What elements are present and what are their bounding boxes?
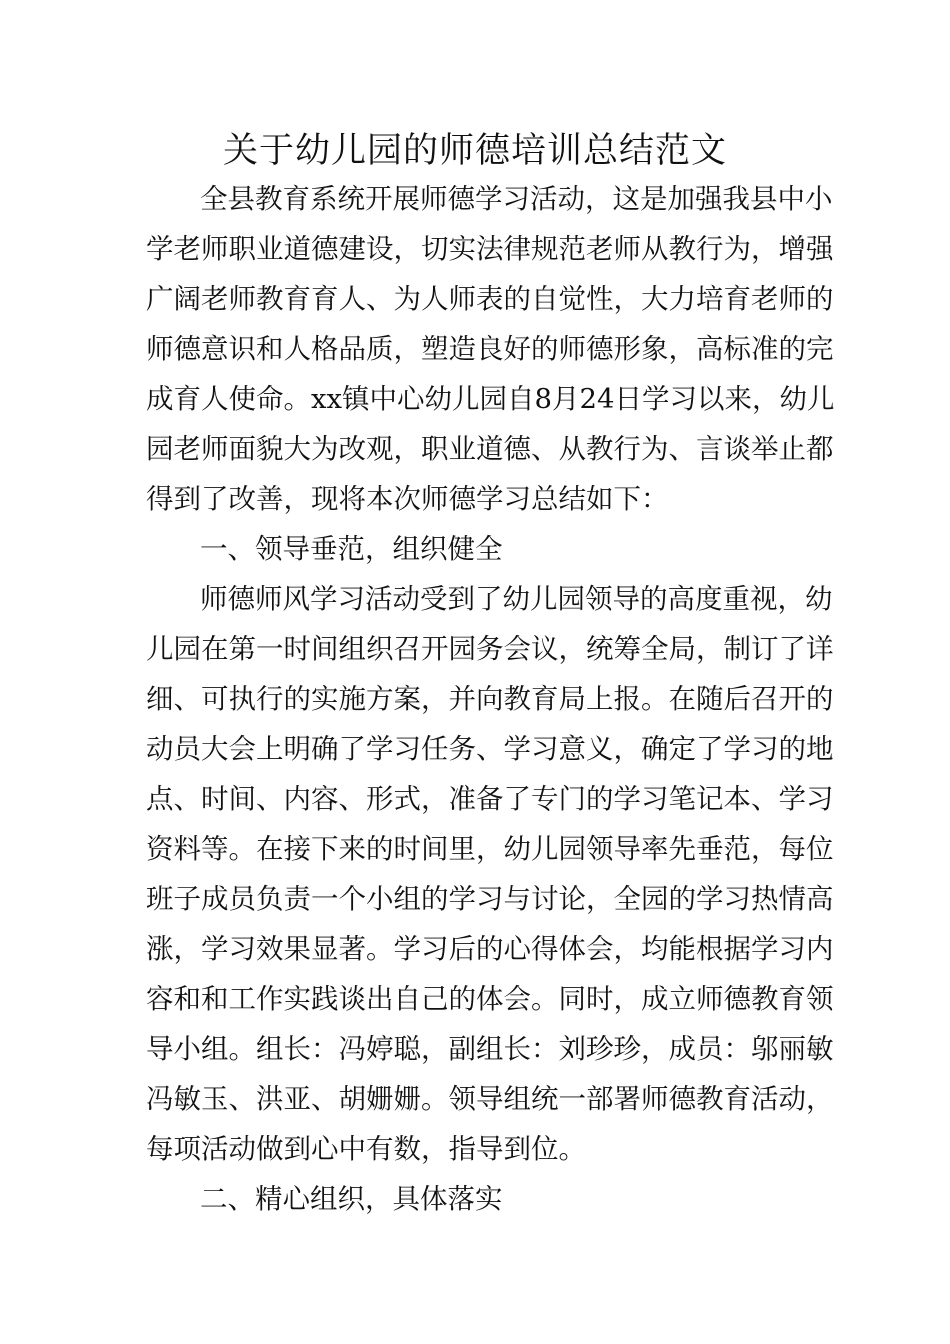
paragraph-line: 学老师职业道德建设，切实法律规范老师从教行为，增强 bbox=[146, 233, 834, 265]
paragraph-line: 导小组。组长：冯婷聪，副组长：刘珍珍，成员：邬丽敏 bbox=[146, 1033, 834, 1065]
paragraph-line: 班子成员负责一个小组的学习与讨论，全园的学习热情高 bbox=[146, 883, 834, 915]
paragraph-line: 广阔老师教育育人、为人师表的自觉性，大力培育老师的 bbox=[146, 283, 834, 315]
paragraph-line: 师德师风学习活动受到了幼儿园领导的高度重视，幼 bbox=[200, 583, 833, 615]
paragraph-line: 冯敏玉、洪亚、胡姗姗。领导组统一部署师德教育活动， bbox=[146, 1083, 834, 1115]
paragraph-line: 点、时间、内容、形式，准备了专门的学习笔记本、学习 bbox=[146, 783, 834, 815]
paragraph-line: 得到了改善，现将本次师德学习总结如下： bbox=[146, 483, 669, 515]
section-heading: 二、精心组织，具体落实 bbox=[200, 1183, 503, 1215]
paragraph-line: 儿园在第一时间组织召开园务会议，统筹全局，制订了详 bbox=[146, 633, 834, 665]
paragraph-line: 师德意识和人格品质，塑造良好的师德形象，高标准的完 bbox=[146, 333, 834, 365]
paragraph-line: 涨，学习效果显著。学习后的心得体会，均能根据学习内 bbox=[146, 933, 834, 965]
paragraph-line: 每项活动做到心中有数，指导到位。 bbox=[146, 1133, 586, 1165]
paragraph-line: 园老师面貌大为改观，职业道德、从教行为、言谈举止都 bbox=[146, 433, 834, 465]
paragraph-line: 动员大会上明确了学习任务、学习意义，确定了学习的地 bbox=[146, 733, 834, 765]
paragraph-line: 容和和工作实践谈出自己的体会。同时，成立师德教育领 bbox=[146, 983, 834, 1015]
paragraph-line: 细、可执行的实施方案，并向教育局上报。在随后召开的 bbox=[146, 683, 834, 715]
paragraph-line: 全县教育系统开展师德学习活动，这是加强我县中小 bbox=[200, 183, 833, 215]
paragraph-line: 资料等。在接下来的时间里，幼儿园领导率先垂范，每位 bbox=[146, 833, 834, 865]
section-heading: 一、领导垂范，组织健全 bbox=[200, 533, 503, 565]
paragraph-line: 成育人使命。xx镇中心幼儿园自8月24日学习以来，幼儿 bbox=[146, 383, 835, 415]
document-title: 关于幼儿园的师德培训总结范文 bbox=[222, 131, 727, 171]
